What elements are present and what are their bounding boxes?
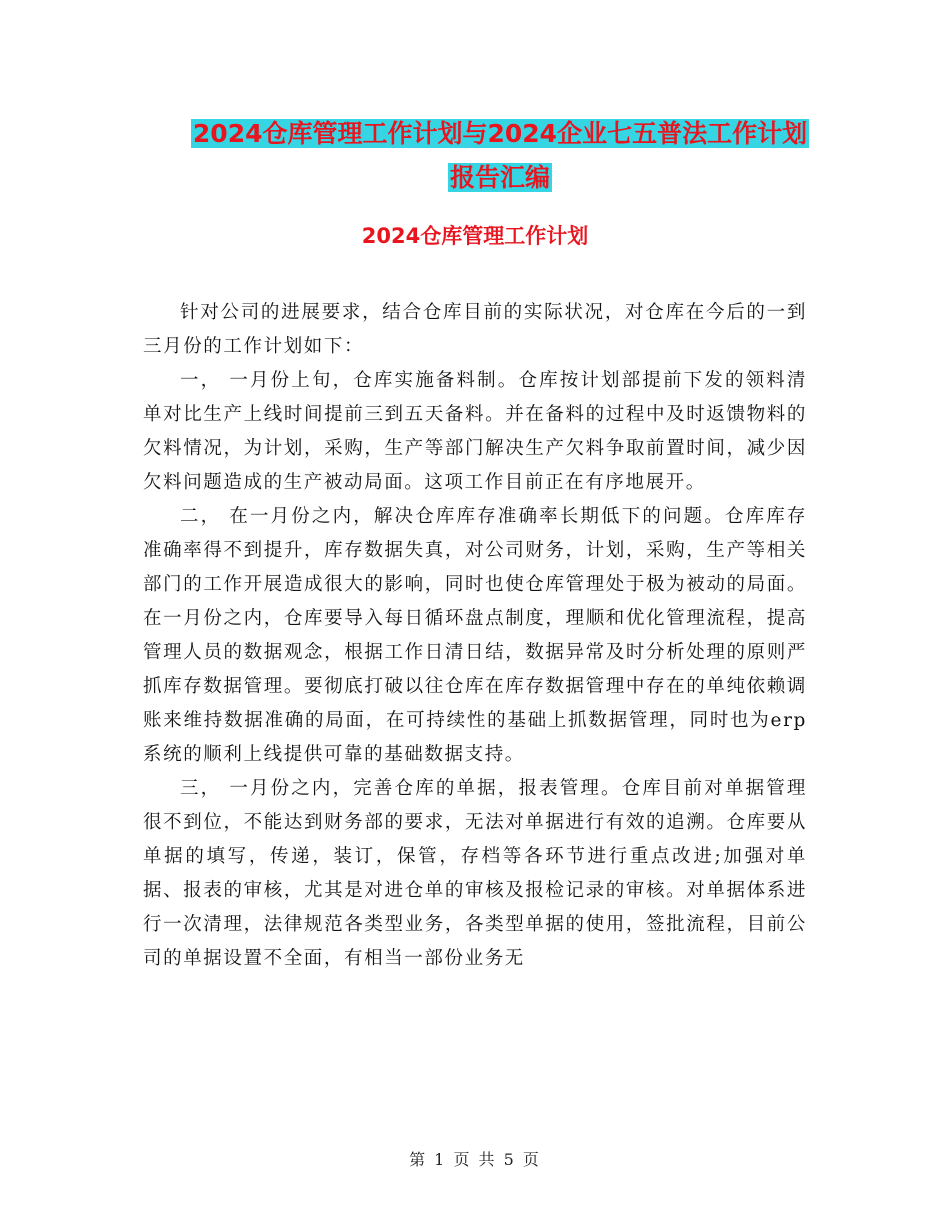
document-title-line2: 报告汇编 [449,163,550,192]
document-title [150,112,850,200]
body-paragraph-1: 一， 一月份上旬，仓库实施备料制。仓库按计划部提前下发的领料清单对比生产上线时间提前三到五天备料。并在备料的过程中及时返馈物料的欠料情况，为计划，采购，生产等部门解决生产欠料争取前置时间，减少因欠料问题造成的生产被动局面。这项工作目前正在有序地展开。 [143,370,807,493]
body-paragraph-2: 二， 在一月份之内，解决仓库库存准确率长期低下的问题。仓库库存准确率得不到提升，库存数据失真，对公司财务，计划，采购，生产等相关部门的工作开展造成很大的影响，同时也使仓库管理处于极为被动的局面。在一月份之内，仓库要导入每日循环盘点制度，理顺和优化管理流程，提高管理人员的数据观念，根据工作日清日结，数据异常及时分析处理的原则严抓库存数据管理。要彻底打破以往仓库在库存数据管理中存在的单纯依赖调账来维持数据准确的局面，在可持续性的基础上抓数据管理，同时也为erp系统的顺利上线提供可靠的基础数据支持。 [143,506,807,765]
body-paragraph-intro: 针对公司的进展要求，结合仓库目前的实际状况，对仓库在今后的一到三月份的工作计划如下： [143,302,807,357]
document-title-line1: 2024仓库管理工作计划与2024企业七五普法工作计划 [192,119,808,148]
body-paragraph-3: 三， 一月份之内，完善仓库的单据，报表管理。仓库目前对单据管理很不到位，不能达到财务部的要求，无法对单据进行有效的追溯。仓库要从单据的填写，传递，装订，保管，存档等各环节进行重点改进;加强对单据、报表的审核，尤其是对进仓单的审核及报检记录的审核。对单据体系进行一次清理，法律规范各类型业务，各类型单据的使用，签批流程，目前公司的单据设置不全面，有相当一部份业务无 [143,778,807,969]
section-title: 2024仓库管理工作计划 [361,224,589,248]
document-body [143,296,807,976]
page-number-footer: 第 1 页 共 5 页 [409,1150,541,1169]
